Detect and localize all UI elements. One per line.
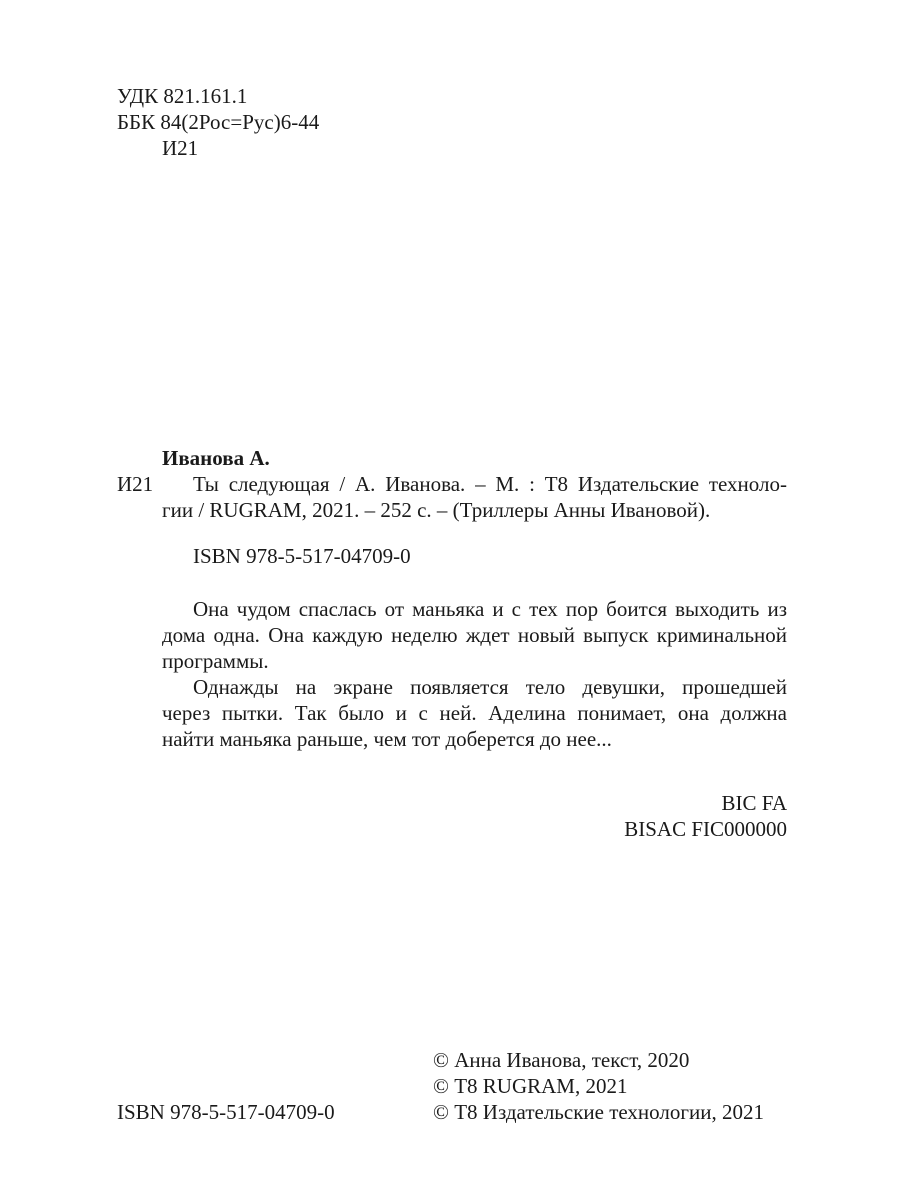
copyright-line: © Т8 RUGRAM, 2021 [433,1074,628,1098]
record-line-1: Ты следующая / А. Иванова. – М. : Т8 Издательские техноло- [193,472,787,496]
copyright-line: © Анна Иванова, текст, 2020 [433,1048,690,1072]
bisac-code: BISAC FIC000000 [624,817,787,841]
annotation-line: через пытки. Так было и с ней. Аделина понимает, она должна [162,701,787,725]
bic-code: BIC FA [721,791,787,815]
record-isbn: ISBN 978-5-517-04709-0 [193,544,411,568]
record-line-2: гии / RUGRAM, 2021. – 252 с. – (Триллеры Анны Ивановой). [162,498,711,522]
copyright-line: © Т8 Издательские технологии, 2021 [433,1100,764,1124]
author-heading: Иванова А. [162,446,270,470]
bbk-code: ББК 84(2Рос=Рус)6-44 [117,110,320,134]
udk-code: УДК 821.161.1 [117,84,248,108]
annotation-line: программы. [162,649,269,673]
record-author-sign: И21 [117,472,154,496]
author-sign: И21 [162,136,199,160]
annotation-line: найти маньяка раньше, чем тот доберется до нее... [162,727,612,751]
annotation-line: Однажды на экране появляется тело девушки, прошедшей [193,675,787,699]
annotation-line: Она чудом спаслась от маньяка и с тех пор боится выходить из [193,597,787,621]
footer-isbn: ISBN 978-5-517-04709-0 [117,1100,335,1124]
annotation-line: дома одна. Она каждую неделю ждет новый выпуск криминальной [162,623,787,647]
